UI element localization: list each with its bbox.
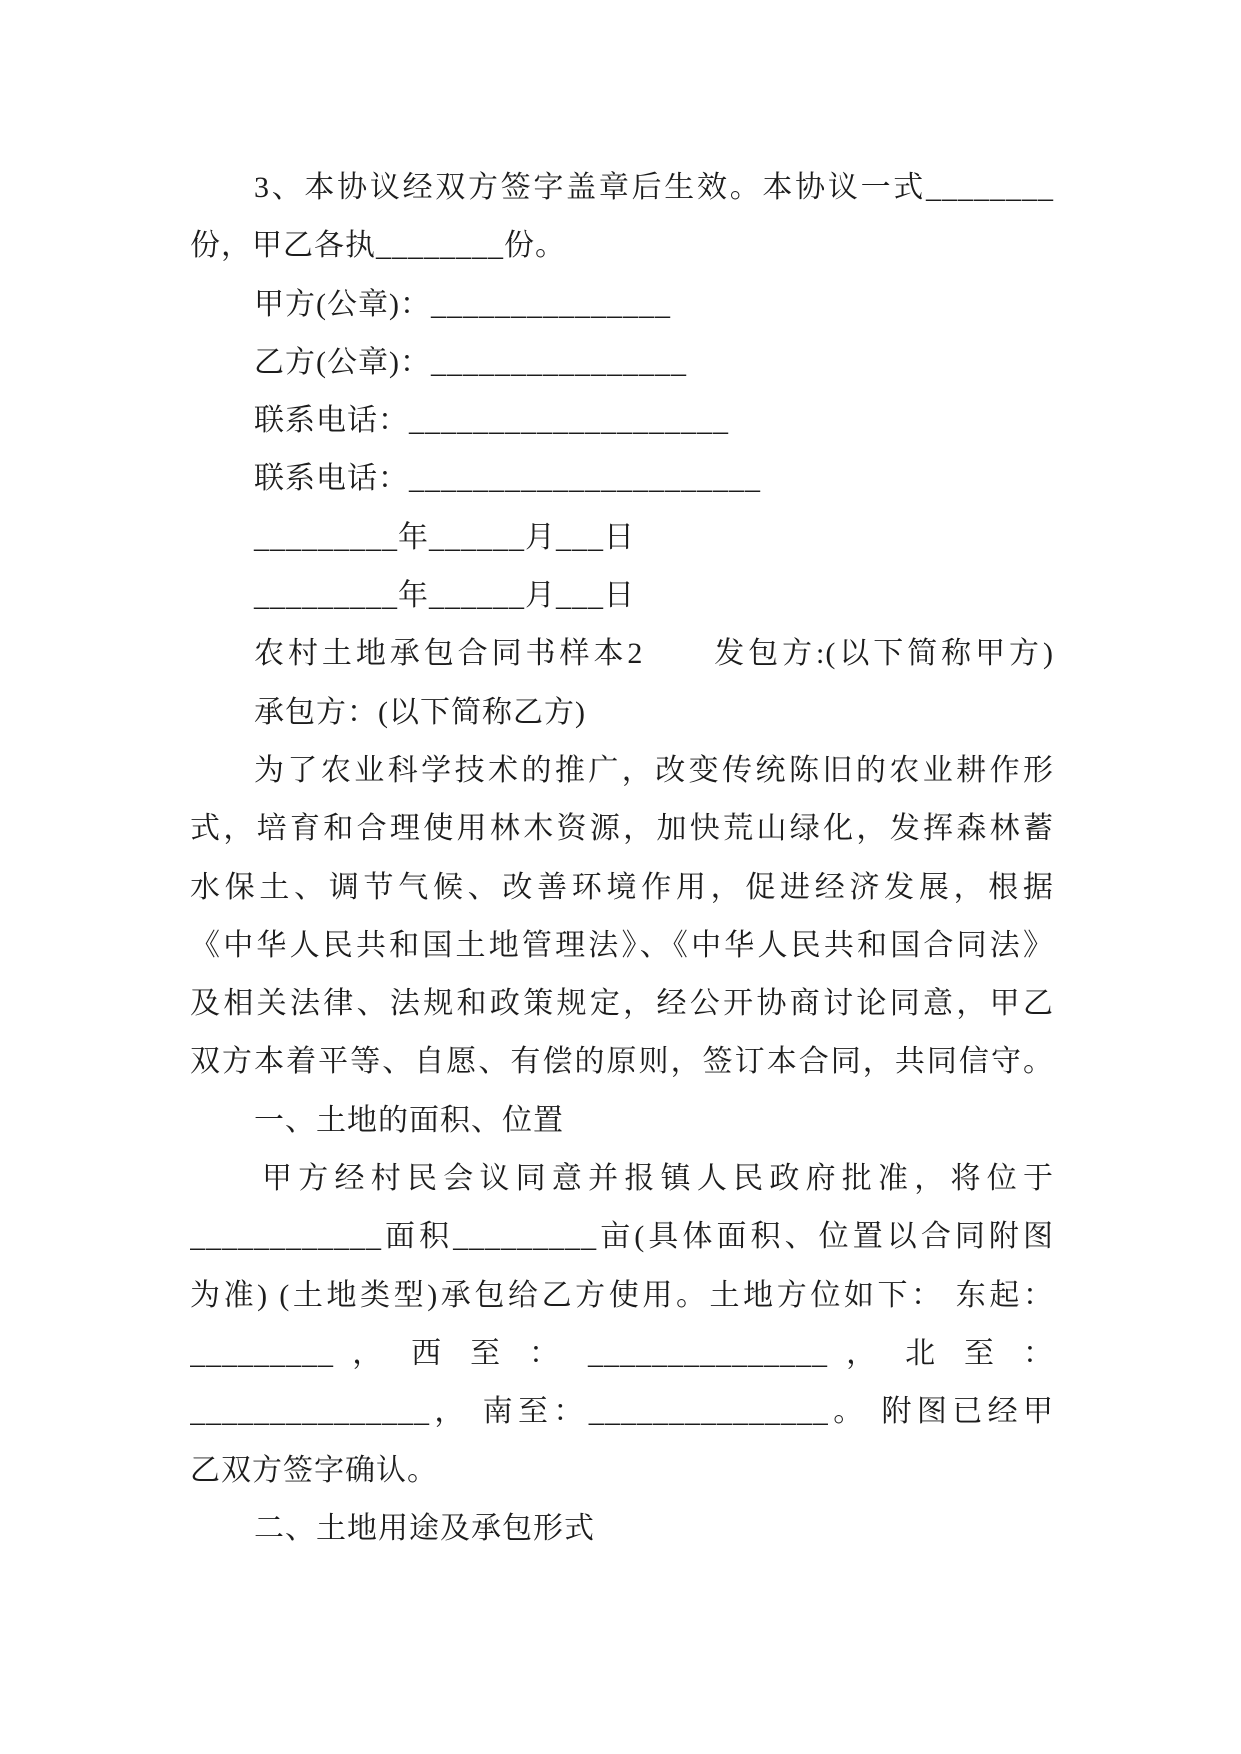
date-line-2: _________年______月___日: [254, 579, 635, 613]
party-a-seal-line: 甲方(公章)：_______________: [254, 287, 671, 321]
party-b-seal-line: 乙方(公章)：________________: [254, 345, 687, 379]
section-2-heading: 二、土地用途及承包形式: [254, 1511, 595, 1545]
section-1-body-line: _________ ， 西 至 ： _______________ ， 北 至 ：: [190, 1336, 1054, 1370]
section-1-body-line: 乙双方签字确认。: [190, 1453, 438, 1487]
clause-3-line-2: 份，甲乙各执________份。: [190, 229, 566, 263]
sample-2-title-line: 农村土地承包合同书样本2 发包方:(以下简称甲方): [254, 637, 1054, 671]
clause-3-line-1: 3、本协议经双方签字盖章后生效。本协议一式________: [254, 171, 1054, 204]
section-1-body-line: _______________， 南至：_______________。 附图已经甲: [190, 1395, 1054, 1429]
contractor-line: 承包方：(以下简称乙方): [254, 695, 586, 729]
preamble-line: 双方本着平等、自愿、有偿的原则，签订本合同，共同信守。: [190, 1045, 1054, 1079]
phone-line-2: 联系电话：______________________: [254, 462, 761, 496]
section-1-body-line: 甲方经村民会议同意并报镇人民政府批准，将位于: [262, 1162, 1054, 1196]
preamble-line: 及相关法律、法规和政策规定，经公开协商讨论同意，甲乙: [190, 987, 1054, 1021]
section-1-heading: 一、土地的面积、位置: [254, 1103, 564, 1137]
preamble-line: 式，培育和合理使用林木资源，加快荒山绿化，发挥森林蓄: [190, 812, 1054, 846]
date-line-1: _________年______月___日: [254, 520, 635, 554]
section-1-body-line: 为准) (土地类型)承包给乙方使用。土地方位如下： 东起：: [190, 1278, 1054, 1312]
preamble-line: 《中华人民共和国土地管理法》、《中华人民共和国合同法》: [190, 928, 1054, 962]
document-body: [190, 159, 1054, 1558]
section-1-body-line: ____________面积_________亩(具体面积、位置以合同附图: [190, 1220, 1054, 1254]
preamble-line: 为了农业科学技术的推广，改变传统陈旧的农业耕作形: [254, 753, 1054, 787]
preamble-line: 水保土、调节气候、改善环境作用，促进经济发展，根据: [190, 870, 1054, 904]
phone-line-1: 联系电话：____________________: [254, 404, 729, 438]
